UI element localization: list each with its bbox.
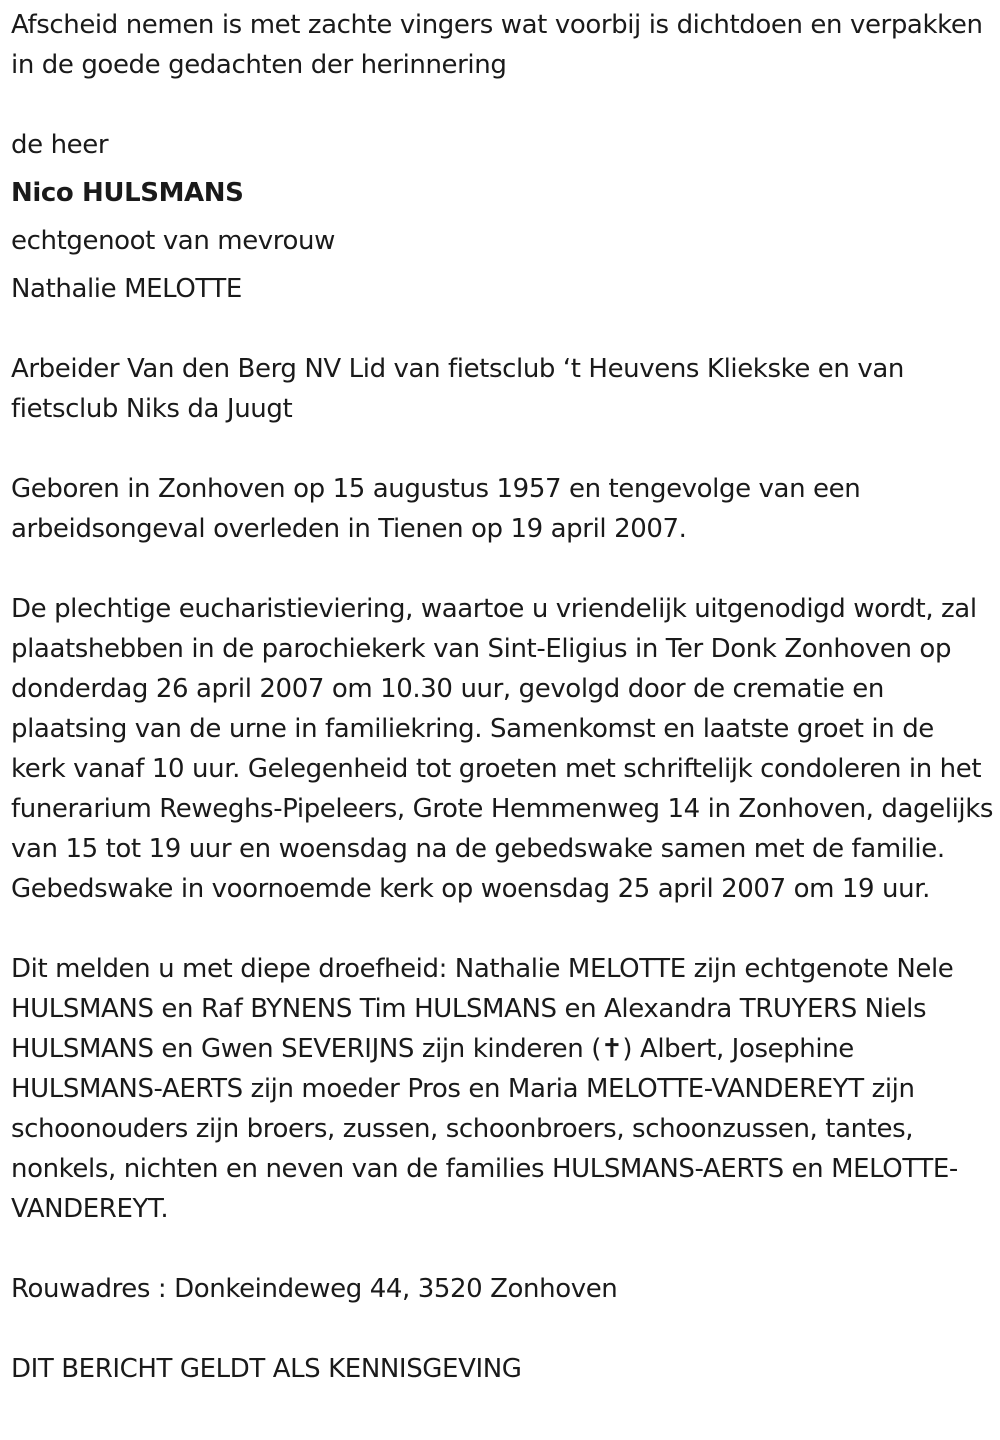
ceremony-text: De plechtige eucharistieviering, waartoe u vriendelijk uitgenodigd wordt, zal plaatshebben in de parochiekerk van Sint-Eligius in Ter Donk Zonhoven op donderdag 26 april 2007 om 10.30 uur, gevolgd door de crematie en plaatsing van de urne in familiekring. Samenkomst en laatste groet in de kerk vanaf 10 uur. Gelegenheid tot groeten met schriftelijk condoleren in het funerarium Reweghs-Pipeleers, Grote Hemmenweg 14 in Zonhoven, dagelijks van 15 tot 19 uur en woensdag na de gebedswake samen met de familie. Gebedswake in voornoemde kerk op woensdag 25 april 2007 om 19 uur.	[11, 594, 994, 904]
occupation-text: Arbeider Van den Berg NV Lid van fietsclub ‘t Heuvens Kliekske en van fietsclub Niks da Juugt	[11, 354, 904, 424]
spacer	[11, 549, 996, 589]
spacer	[11, 85, 996, 125]
deceased-title: de heer	[11, 130, 109, 160]
mourning-address: Rouwadres : Donkeindeweg 44, 3520 Zonhoven	[11, 1274, 618, 1304]
birth-death-text: Geboren in Zonhoven op 15 augustus 1957 en tengevolge van een arbeidsongeval overleden in Tienen op 19 april 2007.	[11, 474, 861, 544]
family-text: Dit melden u met diepe droefheid: Nathalie MELOTTE zijn echtgenote Nele HULSMANS en Raf BYNENS Tim HULSMANS en Alexandra TRUYERS Niels HULSMANS en Gwen SEVERIJNS zijn kinderen (✝) Albert, Josephine HULSMANS-AERTS zijn moeder Pros en Maria MELOTTE-VANDEREYT zijn schoonouders zijn broers, zussen, schoonbroers, schoonzussen, tantes, nonkels, nichten en neven van de families HULSMANS-AERTS en MELOTTE-VANDEREYT.	[11, 954, 958, 1224]
spacer	[11, 309, 996, 349]
spacer	[11, 429, 996, 469]
obituary-document	[11, 0, 996, 1389]
spouse-label: echtgenoot van mevrouw	[11, 226, 335, 256]
notice-text: DIT BERICHT GELDT ALS KENNISGEVING	[11, 1354, 522, 1384]
intro-quote: Afscheid nemen is met zachte vingers wat voorbij is dichtdoen en verpakken in de goede gedachten der herinnering	[11, 10, 983, 80]
deceased-name: Nico HULSMANS	[11, 178, 244, 208]
spacer	[11, 1229, 996, 1269]
spouse-name: Nathalie MELOTTE	[11, 274, 242, 304]
spacer	[11, 1309, 996, 1349]
spacer	[11, 909, 996, 949]
